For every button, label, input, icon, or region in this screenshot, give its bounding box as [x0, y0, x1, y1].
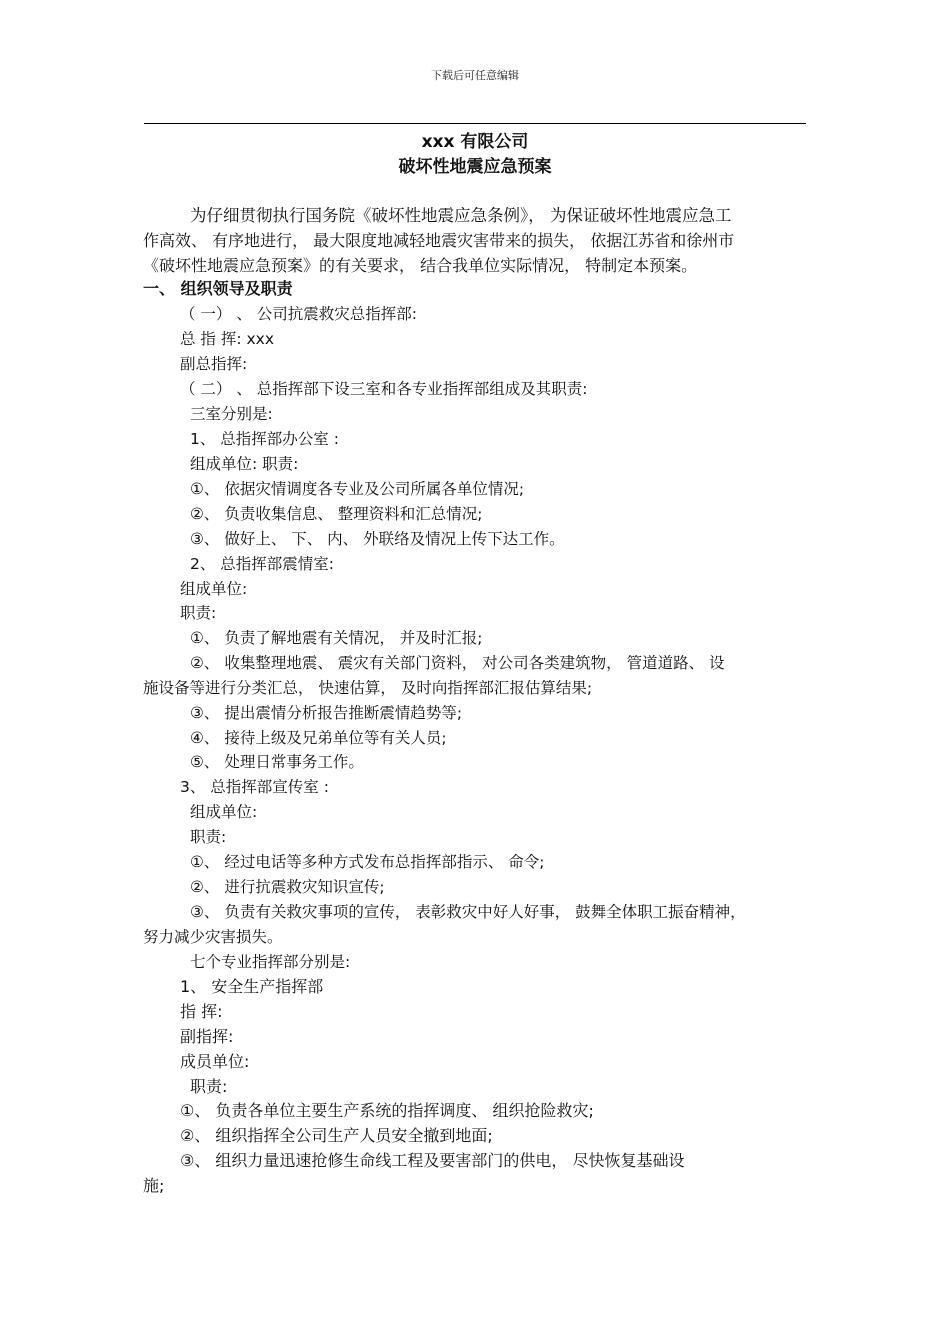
list-item: 努力减少灾害损失。: [143, 928, 283, 946]
list-item: ③、 负责有关救灾事项的宣传， 表彰救灾中好人好事， 鼓舞全体职工振奋精神，: [190, 903, 746, 921]
paragraph-line: 《破坏性地震应急预案》的有关要求， 结合我单位实际情况， 特制定本预案。: [143, 256, 698, 275]
paragraph-line: 成员单位:: [180, 1052, 250, 1071]
list-item: ①、 经过电话等多种方式发布总指挥部指示、 命令;: [190, 853, 545, 871]
paragraph-line: 副总指挥:: [180, 355, 248, 373]
paragraph-line: 职责:: [180, 604, 217, 622]
paragraph-line: 职责:: [190, 828, 227, 846]
header-rule: [144, 123, 806, 124]
paragraph-line: 副指挥:: [180, 1027, 234, 1046]
paragraph-line: 三室分别是:: [190, 405, 273, 423]
paragraph-line: 2、 总指挥部震情室:: [190, 555, 335, 573]
paragraph-line: （ 二） 、 总指挥部下设三室和各专业指挥部组成及其职责:: [180, 380, 588, 398]
company-title: xxx 有限公司: [421, 132, 529, 152]
header-note: 下载后可任意编辑: [431, 69, 519, 82]
list-item: ②、 进行抗震救灾知识宣传;: [190, 878, 385, 896]
paragraph-line: 作高效、 有序地进行， 最大限度地减轻地震灾害带来的损失， 依据江苏省和徐州市: [143, 231, 735, 250]
list-item: ③、 做好上、 下、 内、 外联络及情况上传下达工作。: [190, 530, 565, 548]
list-item: ③、 组织力量迅速抢修生命线工程及要害部门的供电， 尽快恢复基础设: [180, 1151, 685, 1170]
paragraph-line: 为仔细贯彻执行国务院《破坏性地震应急条例》， 为保证破坏性地震应急工: [190, 206, 732, 225]
list-item: ②、 收集整理地震、 震灾有关部门资料， 对公司各类建筑物， 管道道路、 设: [190, 654, 725, 672]
paragraph-line: 七个专业指挥部分别是:: [190, 953, 351, 971]
list-item: 施设备等进行分类汇总， 快速估算， 及时向指挥部汇报估算结果;: [143, 679, 593, 697]
paragraph-line: 组成单位: 职责:: [190, 455, 299, 473]
list-item: ①、 依据灾情调度各专业及公司所属各单位情况;: [190, 480, 525, 498]
paragraph-line: 组成单位:: [180, 580, 248, 598]
paragraph-line: 3、 总指挥部宣传室 :: [180, 778, 329, 796]
list-item: ②、 负责收集信息、 整理资料和汇总情况;: [190, 505, 483, 523]
document-title: 破坏性地震应急预案: [398, 157, 552, 177]
paragraph-line: 1、 安全生产指挥部: [180, 977, 324, 996]
list-item: ①、 负责了解地震有关情况， 并及时汇报;: [190, 629, 483, 647]
list-item: ②、 组织指挥全公司生产人员安全撤到地面;: [180, 1126, 493, 1145]
list-item: ⑤、 处理日常事务工作。: [190, 753, 364, 771]
paragraph-line: 指 挥:: [180, 1002, 223, 1021]
list-item: ③、 提出震情分析报告推断震情趋势等;: [190, 704, 463, 722]
paragraph-line: 1、 总指挥部办公室 :: [190, 430, 339, 448]
list-item: ④、 接待上级及兄弟单位等有关人员;: [190, 729, 447, 747]
paragraph-line: 组成单位:: [190, 803, 258, 821]
list-item: ①、 负责各单位主要生产系统的指挥调度、 组织抢险救灾;: [180, 1101, 594, 1120]
paragraph-line: 职责:: [190, 1077, 228, 1096]
paragraph-line: 总 指 挥: xxx: [180, 330, 275, 348]
paragraph-line: （ 一） 、 公司抗震救灾总指挥部:: [180, 305, 418, 323]
list-item: 施;: [143, 1176, 165, 1195]
section-heading: 一、 组织领导及职责: [143, 279, 293, 298]
